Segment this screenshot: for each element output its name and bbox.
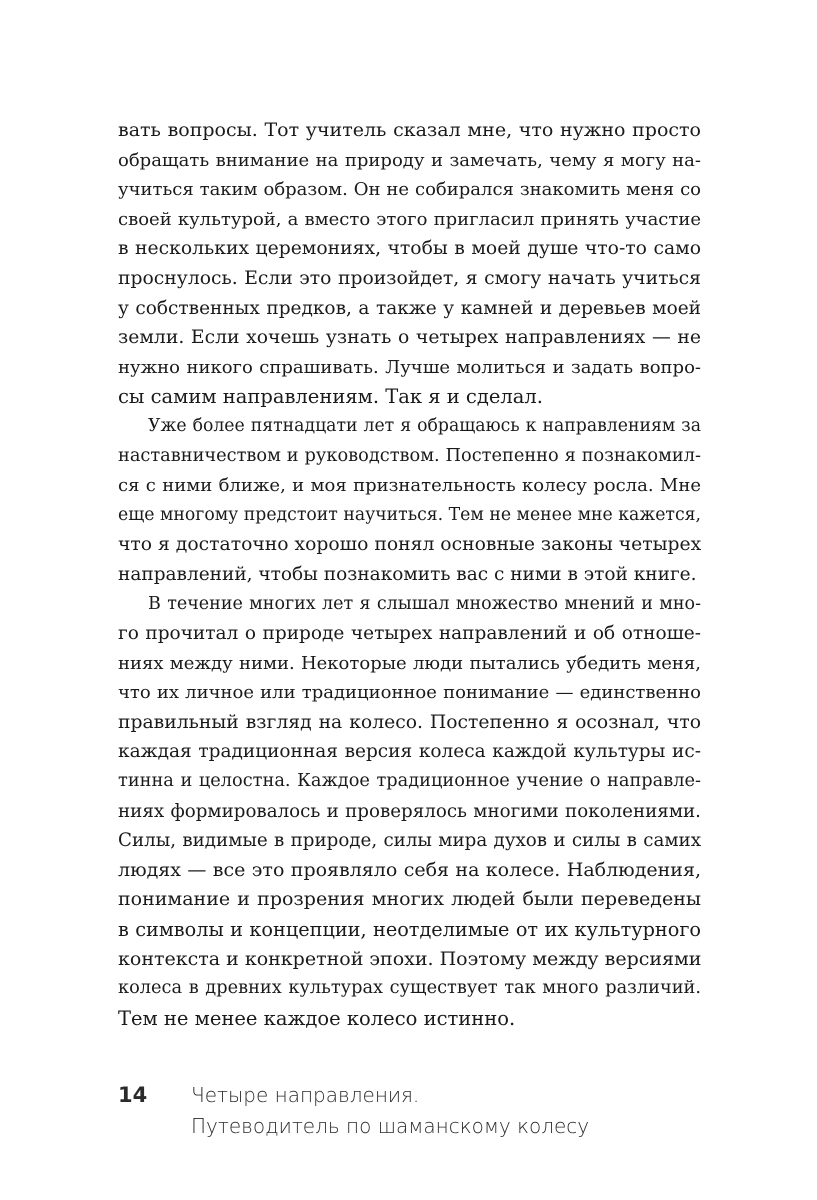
text-line: проснулось. Если это произойдет, я смогу начать учиться bbox=[118, 267, 701, 289]
text-line: колеса в древних культурах существует так много различий. bbox=[118, 978, 701, 999]
text-line: в символы и концепции, неотделимые от их культурного bbox=[118, 918, 701, 942]
text-line: Тем не менее каждое колесо истинно. bbox=[118, 1006, 516, 1030]
text-line: Силы, видимые в природе, силы мира духов и силы в самих bbox=[118, 830, 701, 852]
text-line: каждая традиционная версия колеса каждой культуры ис- bbox=[118, 741, 701, 763]
text-line: в нескольких церемониях, чтобы в моей душе что-то само bbox=[118, 238, 701, 260]
text-line: учиться таким образом. Он не собирался знакомить меня со bbox=[118, 179, 701, 201]
text-line: у собственных предков, а также у камней и деревьев моей bbox=[118, 297, 701, 319]
text-line: правильный взгляд на колесо. Постепенно я осознал, что bbox=[118, 711, 701, 733]
text-line: вать вопросы. Тот учитель сказал мне, что нужно просто bbox=[118, 119, 701, 141]
running-title bbox=[191, 1080, 589, 1142]
text-line: го прочитал о природе четырех направлений и об отноше- bbox=[118, 623, 701, 645]
text-line: контекста и конкретной эпохи. Поэтому между версиями bbox=[118, 947, 702, 970]
text-line: направлений, чтобы познакомить вас с ними в этой книге. bbox=[118, 563, 697, 585]
page-number: 14 bbox=[118, 1083, 148, 1107]
text-line: ниях между ними. Некоторые люди пытались убедить меня, bbox=[118, 652, 701, 674]
text-line: ся с ними ближе, и моя признательность колесу росла. Мне bbox=[118, 475, 701, 497]
page-body bbox=[118, 116, 701, 1033]
text-line: своей культурой, а вместо этого пригласил принять участие bbox=[118, 208, 701, 230]
text-line: земли. Если хочешь узнать о четырех направлениях — не bbox=[118, 327, 701, 349]
text-line: Уже более пятнадцати лет я обращаюсь к направлениям за bbox=[148, 415, 701, 436]
text-line: еще многому предстоит научиться. Тем не менее мне кажется, bbox=[118, 504, 701, 525]
text-line: что я достаточно хорошо понял основные законы четырех bbox=[118, 534, 702, 556]
text-line: тинна и целостна. Каждое традиционное учение о направле- bbox=[118, 771, 701, 792]
text-line: В течение многих лет я слышал множество мнений и мно- bbox=[148, 593, 701, 614]
text-line: сы самим направлениям. Так я и сделал. bbox=[118, 385, 543, 409]
text-line: нужно никого спрашивать. Лучше молиться и задать вопро- bbox=[118, 356, 701, 378]
text-line: наставничеством и руководством. Постепенно я познакомил- bbox=[118, 445, 701, 466]
text-line: ниях формировалось и проверялось многими поколениями. bbox=[118, 800, 701, 822]
text-line: обращать внимание на природу и замечать, чему я могу на- bbox=[118, 149, 701, 171]
text-line: людях — все это проявляло себя на колесе. Наблюдения, bbox=[118, 858, 701, 881]
text-line: понимание и прозрения многих людей были переведены bbox=[118, 888, 701, 911]
running-title-line-2: Путеводитель по шаманскому колесу bbox=[191, 1114, 590, 1138]
paragraph-2 bbox=[118, 412, 701, 590]
running-title-line-1: Четыре направления. bbox=[191, 1083, 420, 1107]
paragraph-1 bbox=[118, 116, 701, 412]
text-line: что их личное или традиционное понимание — единственно bbox=[118, 682, 701, 704]
paragraph-3 bbox=[118, 590, 701, 1034]
